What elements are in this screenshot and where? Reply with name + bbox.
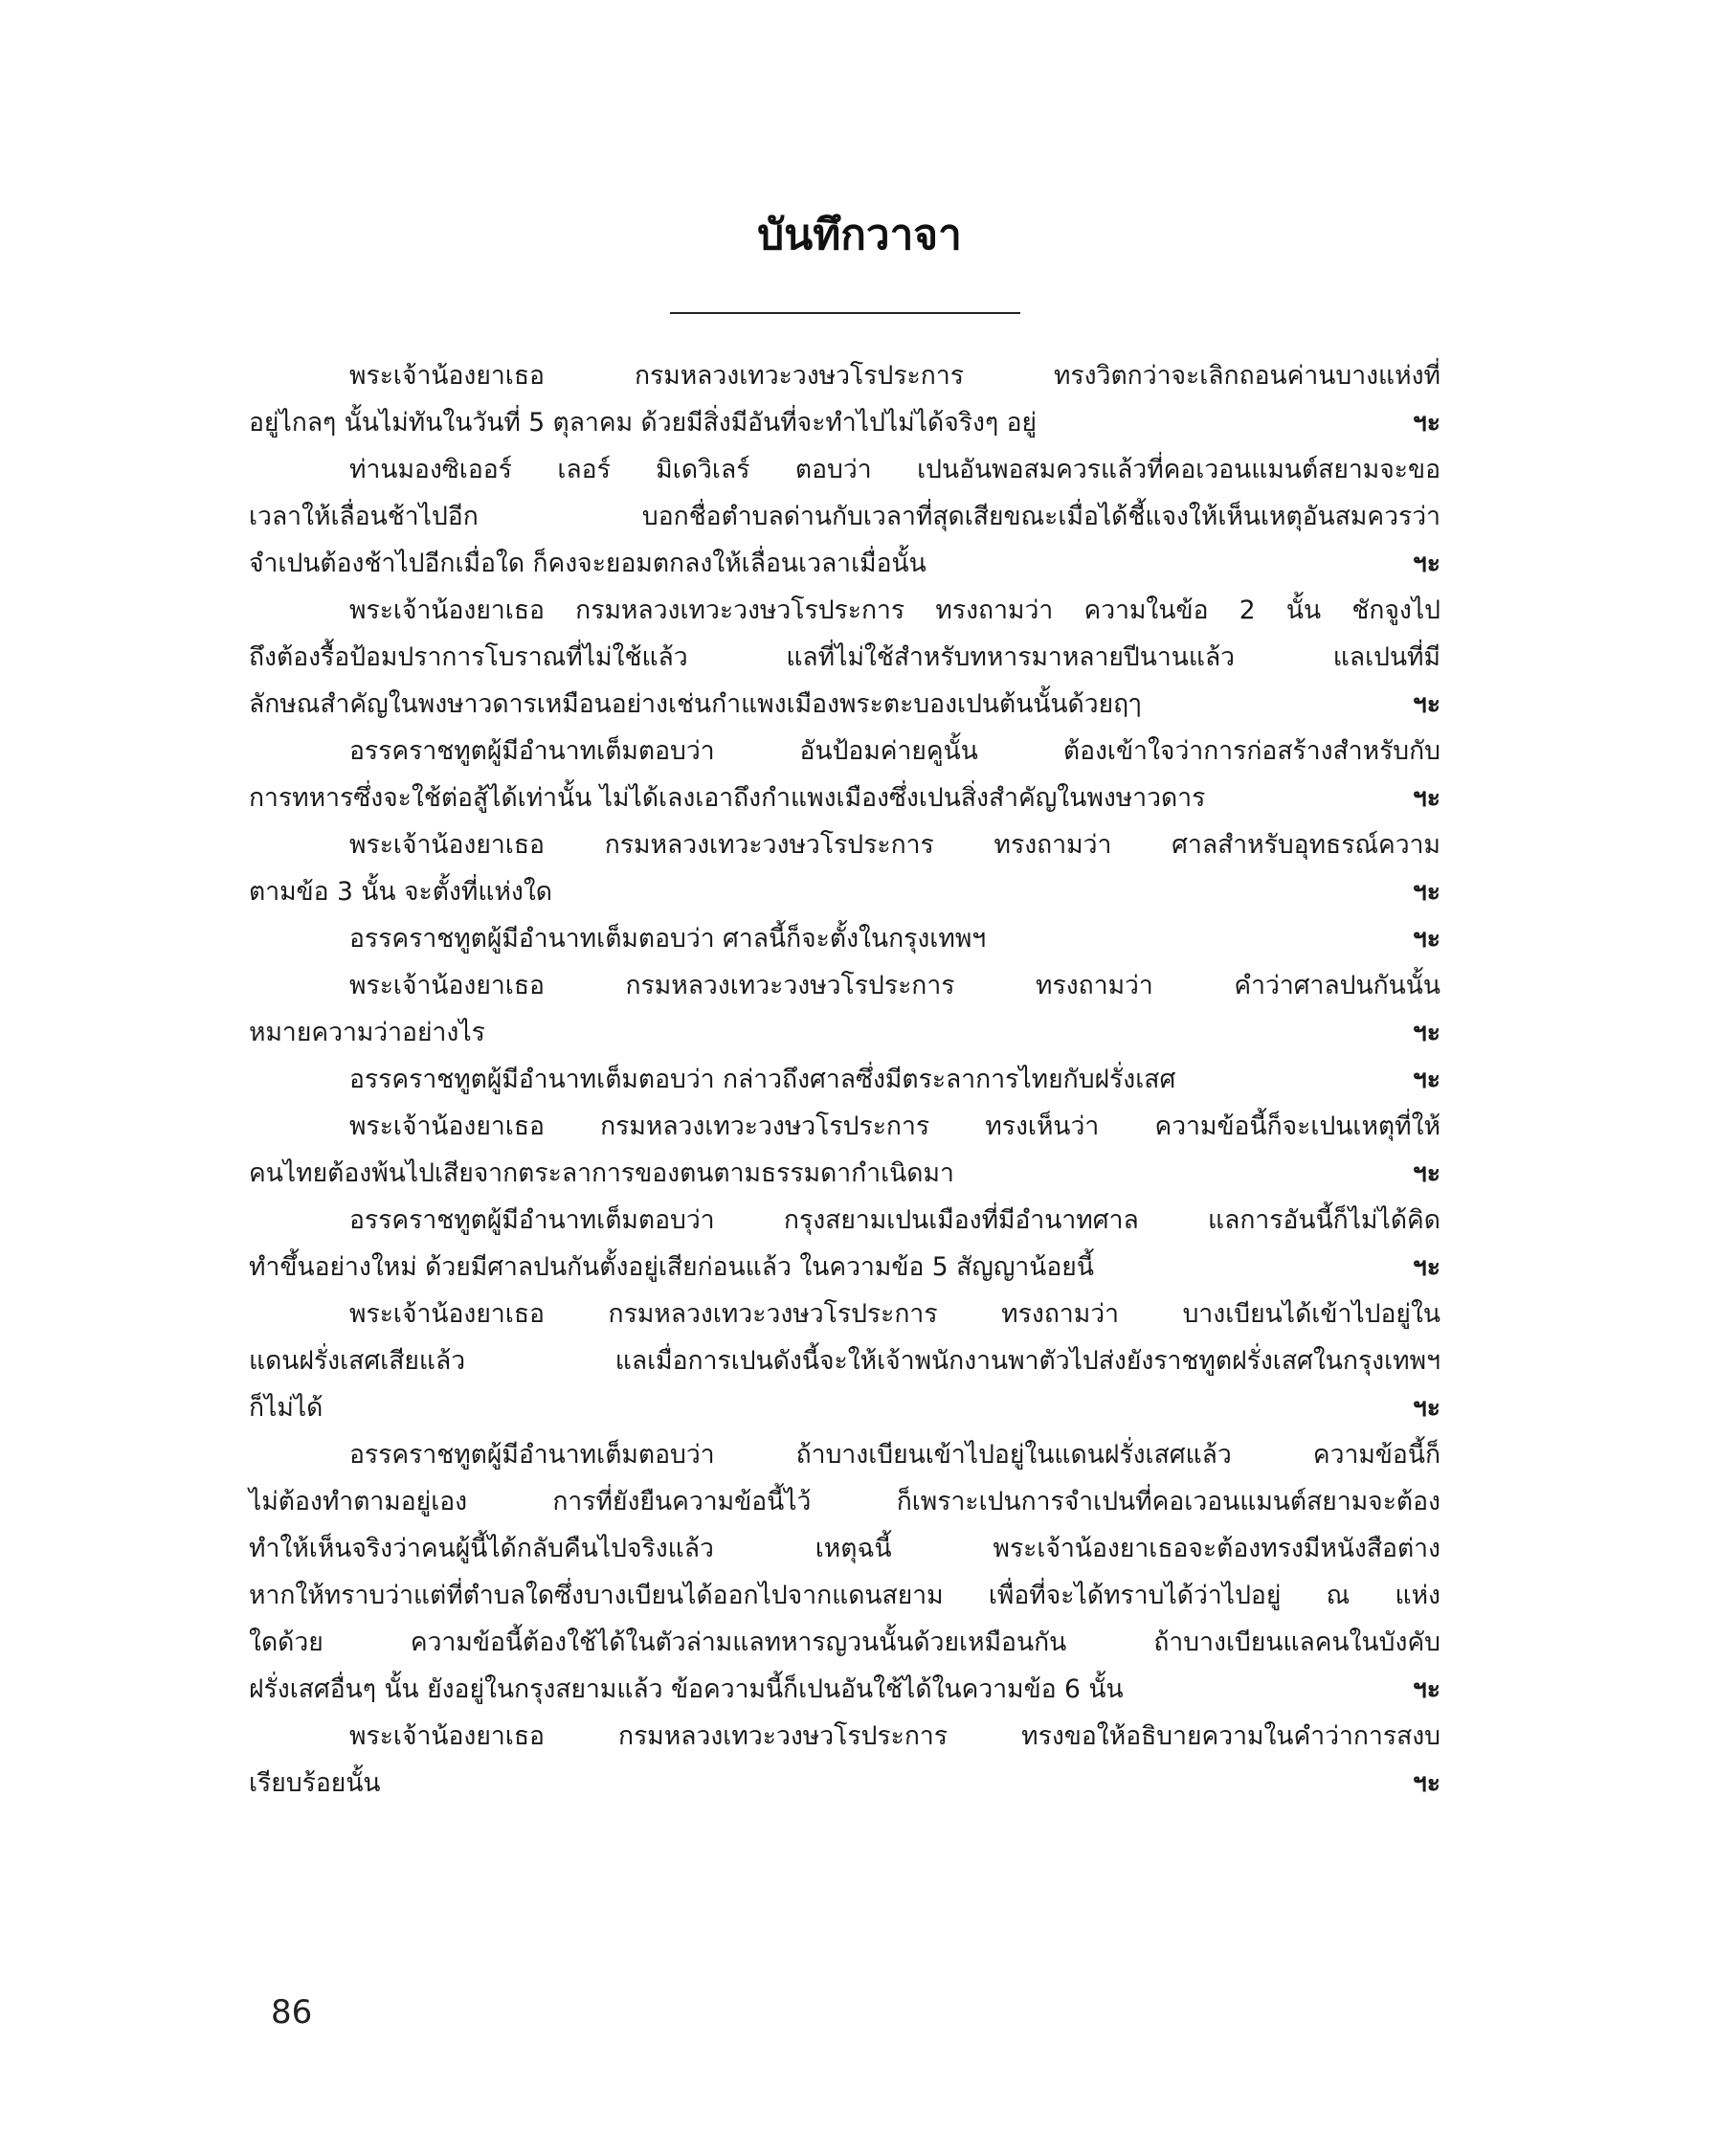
paragraph-line <box>249 493 1440 540</box>
paragraph-line <box>249 1525 1440 1572</box>
paragraph <box>249 1056 1440 1103</box>
line-text: คนไทยต้องพ้นไปเสียจากตระลาการของตนตามธรรมดากำเนิดมา <box>249 1158 954 1188</box>
paragraph-line <box>249 1384 1440 1431</box>
paragraph-line <box>249 1666 1440 1713</box>
paragraph-line <box>249 1244 1440 1291</box>
line-text: อรรคราชทูตผู้มีอำนาทเต็มตอบว่า กล่าวถึงศาลซึ่งมีตระลาการไทยกับฝรั่งเสศ <box>349 1065 1176 1094</box>
end-mark: ฯะ <box>1412 1768 1440 1798</box>
paragraph-line <box>249 1713 1440 1760</box>
line-text: หากให้ทราบว่าแต่ที่ตำบลใดซึ่งบางเบียนได้ออกไปจากแดนสยาม เพื่อที่จะได้ทราบได้ว่าไปอยู่ ณ แห่ง <box>249 1581 1440 1610</box>
line-text: ก็ไม่ได้ <box>249 1393 324 1423</box>
end-mark: ฯะ <box>1412 1252 1440 1282</box>
paragraph-line <box>249 868 1440 915</box>
paragraph <box>249 821 1440 915</box>
end-mark: ฯะ <box>1412 1065 1440 1094</box>
line-text: พระเจ้าน้องยาเธอ กรมหลวงเทวะวงษวโรประการ ทรงวิตกว่าจะเลิกถอนค่านบางแห่งที่ <box>349 361 1440 391</box>
paragraph-line <box>249 1478 1440 1525</box>
paragraph-line <box>249 587 1440 634</box>
paragraph <box>249 1713 1440 1807</box>
paragraph <box>249 446 1440 587</box>
paragraph-line <box>249 1337 1440 1384</box>
paragraph <box>249 1103 1440 1197</box>
line-text: ท่านมองซิเออร์ เลอร์ มิเดวิเลร์ ตอบว่า เปนอันพอสมควรแล้วที่คอเวอนแมนต์สยามจะขอ <box>349 455 1440 484</box>
paragraph-line <box>249 1056 1440 1103</box>
line-text: ลักษณสำคัญในพงษาวดารเหมือนอย่างเช่นกำแพงเมืองพระตะบองเปนต้นนั้นด้วยฤๅ <box>249 689 1142 719</box>
end-mark: ฯะ <box>1412 689 1440 719</box>
paragraph-line <box>249 1431 1440 1478</box>
line-text: หมายความว่าอย่างไร <box>249 1018 485 1047</box>
paragraph <box>249 962 1440 1056</box>
line-text: ถึงต้องรื้อป้อมปราการโบราณที่ไม่ใช้แล้ว แลที่ไม่ใช้สำหรับทหารมาหลายปีนานแล้ว แลเปนที่มี <box>249 642 1440 672</box>
line-text: อยู่ไกลๆ นั้นไม่ทันในวันที่ 5 ตุลาคม ด้วยมีสิ่งมีอันที่จะทำไปไม่ได้จริงๆ อยู่ <box>249 408 1038 438</box>
paragraph-line <box>249 1197 1440 1244</box>
line-text: จำเปนต้องช้าไปอีกเมื่อใด ก็คงจะยอมตกลงให้เลื่อนเวลาเมื่อนั้น <box>249 549 926 578</box>
paragraph-line <box>249 1150 1440 1197</box>
paragraph <box>249 1431 1440 1713</box>
line-text: อรรคราชทูตผู้มีอำนาทเต็มตอบว่า กรุงสยามเปนเมืองที่มีอำนาทศาล แลการอันนี้ก็ไม่ได้คิด <box>349 1205 1440 1235</box>
paragraph <box>249 587 1440 728</box>
paragraph <box>249 915 1440 962</box>
line-text: อรรคราชทูตผู้มีอำนาทเต็มตอบว่า ถ้าบางเบียนเข้าไปอยู่ในแดนฝรั่งเสศแล้ว ความข้อนี้ก็ <box>349 1440 1440 1470</box>
paragraph-line <box>249 1572 1440 1619</box>
paragraph-line <box>249 1760 1440 1807</box>
paragraph-line <box>249 1103 1440 1150</box>
paragraph <box>249 728 1440 821</box>
paragraph-line <box>249 634 1440 681</box>
line-text: การทหารซึ่งจะใช้ต่อสู้ได้เท่านั้น ไม่ได้เลงเอาถึงกำแพงเมืองซึ่งเปนสิ่งสำคัญในพงษาวดาร <box>249 783 1206 813</box>
line-text: พระเจ้าน้องยาเธอ กรมหลวงเทวะวงษวโรประการ ทรงถามว่า คำว่าศาลปนกันนั้น <box>349 971 1440 1000</box>
end-mark: ฯะ <box>1412 408 1440 438</box>
line-text: เรียบร้อยนั้น <box>249 1768 381 1798</box>
line-text: แดนฝรั่งเสศเสียแล้ว แลเมื่อการเปนดังนี้จะให้เจ้าพนักงานพาตัวไปส่งยังราชทูตฝรั่งเสศในกรุงเทพฯ <box>249 1346 1440 1376</box>
line-text: ตามข้อ 3 นั้น จะตั้งที่แห่งใด <box>249 877 552 907</box>
paragraph-line <box>249 821 1440 868</box>
end-mark: ฯะ <box>1412 783 1440 813</box>
paragraph-line <box>249 775 1440 821</box>
paragraph-line <box>249 728 1440 775</box>
line-text: ใดด้วย ความข้อนี้ต้องใช้ได้ในตัวล่ามแลทหารญวนนั้นด้วยเหมือนกัน ถ้าบางเบียนแลคนในบังคับ <box>249 1628 1440 1657</box>
line-text: อรรคราชทูตผู้มีอำนาทเต็มตอบว่า อันป้อมค่ายคูนั้น ต้องเข้าใจว่าการก่อสร้างสำหรับกับ <box>349 736 1440 766</box>
line-text: พระเจ้าน้องยาเธอ กรมหลวงเทวะวงษวโรประการ ทรงถามว่า บางเบียนได้เข้าไปอยู่ใน <box>349 1299 1440 1329</box>
end-mark: ฯะ <box>1412 924 1440 954</box>
paragraph <box>249 1197 1440 1291</box>
end-mark: ฯะ <box>1412 1018 1440 1047</box>
paragraph-line <box>249 1619 1440 1666</box>
end-mark: ฯะ <box>1412 1674 1440 1704</box>
end-mark: ฯะ <box>1412 1158 1440 1188</box>
paragraph-line <box>249 1009 1440 1056</box>
line-text: ทำขึ้นอย่างใหม่ ด้วยมีศาลปนกันตั้งอยู่เสียก่อนแล้ว ในความข้อ 5 สัญญาน้อยนี้ <box>249 1252 1094 1282</box>
line-text: ทำให้เห็นจริงว่าคนผู้นี้ได้กลับคืนไปจริงแล้ว เหตุฉนี้ พระเจ้าน้องยาเธอจะต้องทรงมีหนังสือต่าง <box>249 1534 1440 1563</box>
title-divider <box>670 312 1020 314</box>
paragraph <box>249 352 1440 446</box>
line-text: เวลาให้เลื่อนช้าไปอีก บอกชื่อตำบลด่านกับเวลาที่สุดเสียขณะเมื่อได้ชี้แจงให้เห็นเหตุอันสมควรว่า <box>249 502 1440 531</box>
line-text: พระเจ้าน้องยาเธอ กรมหลวงเทวะวงษวโรประการ ทรงถามว่า ความในข้อ 2 นั้น ชักจูงไป <box>349 595 1440 625</box>
page-title: บันทึกวาจา <box>757 211 962 259</box>
line-text: อรรคราชทูตผู้มีอำนาทเต็มตอบว่า ศาลนี้ก็จะตั้งในกรุงเทพฯ <box>349 924 987 954</box>
line-text: พระเจ้าน้องยาเธอ กรมหลวงเทวะวงษวโรประการ ทรงถามว่า ศาลสำหรับอุทธรณ์ความ <box>349 830 1440 860</box>
paragraph <box>249 1291 1440 1431</box>
paragraph-line <box>249 915 1440 962</box>
line-text: พระเจ้าน้องยาเธอ กรมหลวงเทวะวงษวโรประการ ทรงขอให้อธิบายความในคำว่าการสงบ <box>349 1721 1440 1751</box>
paragraph-line <box>249 446 1440 493</box>
document-body <box>249 352 1440 1807</box>
line-text: ฝรั่งเสศอื่นๆ นั้น ยังอยู่ในกรุงสยามแล้ว ข้อความนี้ก็เปนอันใช้ได้ในความข้อ 6 นั้น <box>249 1674 1124 1704</box>
paragraph-line <box>249 1291 1440 1337</box>
paragraph-line <box>249 962 1440 1009</box>
line-text: พระเจ้าน้องยาเธอ กรมหลวงเทวะวงษวโรประการ ทรงเห็นว่า ความข้อนี้ก็จะเปนเหตุที่ให้ <box>349 1112 1440 1141</box>
end-mark: ฯะ <box>1412 549 1440 578</box>
page-number: 86 <box>271 1993 313 2032</box>
paragraph-line <box>249 681 1440 728</box>
end-mark: ฯะ <box>1412 877 1440 907</box>
paragraph-line <box>249 399 1440 446</box>
end-mark: ฯะ <box>1412 1393 1440 1423</box>
paragraph-line <box>249 540 1440 587</box>
line-text: ไม่ต้องทำตามอยู่เอง การที่ยังยืนความข้อนี้ไว้ ก็เพราะเปนการจำเปนที่คอเวอนแมนต์สยามจะต้อง <box>249 1487 1440 1516</box>
paragraph-line <box>249 352 1440 399</box>
